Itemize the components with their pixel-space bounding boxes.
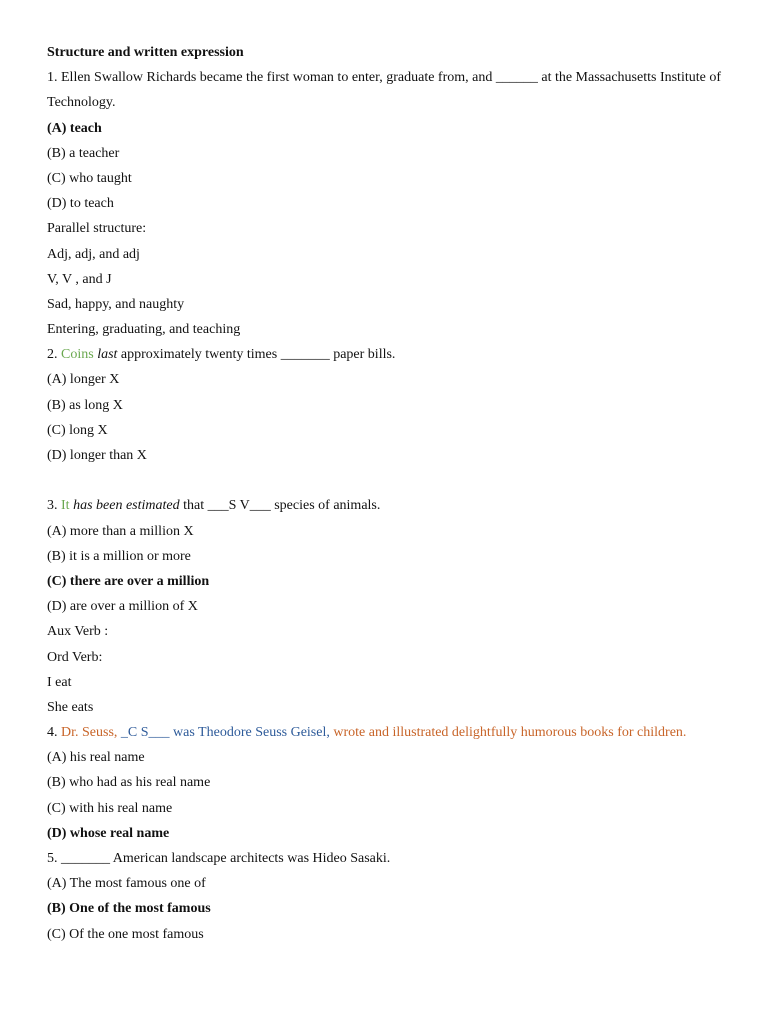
question-5-option-a: (A) The most famous one of — [47, 876, 206, 892]
question-4-option-d: (D) whose real name — [47, 825, 170, 841]
question-4-option-b: (B) who had as his real name — [47, 775, 211, 791]
question-1-option-b: (B) a teacher — [47, 145, 120, 161]
question-4-part-3: wrote and illustrated delightfully humorous books for children. — [329, 725, 687, 741]
question-5-option-b: (B) One of the most famous — [47, 901, 211, 917]
question-2-option-a: (A) longer X — [47, 372, 120, 388]
question-3-option-a: (A) more than a million X — [47, 523, 194, 539]
question-5-stem: 5. _______ American landscape architects was Hideo Sasaki. — [47, 851, 391, 867]
question-3-note: I eat — [47, 674, 72, 690]
question-2-number: 2. — [47, 347, 61, 363]
question-1-option-a: (A) teach — [47, 120, 102, 136]
question-1-option-c: (C) who taught — [47, 170, 132, 186]
question-1-note: Adj, adj, and adj — [47, 246, 140, 262]
question-2-verb: last — [97, 347, 118, 363]
question-1-stem: 1. Ellen Swallow Richards became the first woman to enter, graduate from, and ______ at the Massachusetts Institute of Technology. — [47, 70, 721, 111]
question-3-verb: has been estimated — [73, 498, 180, 514]
question-3-stem — [47, 493, 727, 518]
question-2-option-c: (C) long X — [47, 422, 108, 438]
question-2-rest: approximately twenty times _______ paper bills. — [117, 347, 396, 363]
question-1-note: Entering, graduating, and teaching — [47, 322, 241, 338]
question-3-option-d: (D) are over a million of X — [47, 599, 198, 615]
question-2-option-b: (B) as long X — [47, 397, 123, 413]
question-1-note: Parallel structure: — [47, 221, 147, 237]
question-4-option-c: (C) with his real name — [47, 800, 173, 816]
question-4-part-2: _C S___ was Theodore Seuss Geisel, — [120, 725, 330, 741]
question-5-option-c: (C) Of the one most famous — [47, 926, 204, 942]
question-4-stem — [47, 720, 727, 745]
question-2-subject: Coins — [61, 347, 94, 363]
section-heading: Structure and written expression — [47, 45, 244, 60]
question-3-option-c: (C) there are over a million — [47, 573, 210, 589]
document-page — [47, 40, 727, 947]
question-3-number: 3. — [47, 498, 61, 514]
question-1-note: V, V , and J — [47, 271, 112, 287]
question-4-option-a: (A) his real name — [47, 750, 145, 766]
question-2-option-d: (D) longer than X — [47, 448, 147, 464]
blank-line — [47, 468, 727, 493]
question-1-note: Sad, happy, and naughty — [47, 296, 185, 312]
question-3-option-b: (B) it is a million or more — [47, 548, 191, 564]
question-4-part-1: Dr. Seuss, — [61, 725, 121, 741]
question-1-option-d: (D) to teach — [47, 196, 114, 212]
question-3-note: She eats — [47, 699, 94, 715]
question-3-rest: that ___S V___ species of animals. — [179, 498, 381, 514]
question-3-note: Ord Verb: — [47, 649, 103, 665]
question-4-number: 4. — [47, 725, 61, 741]
question-2-stem — [47, 342, 727, 367]
question-3-subject: It — [61, 498, 70, 514]
question-3-note: Aux Verb : — [47, 624, 109, 640]
